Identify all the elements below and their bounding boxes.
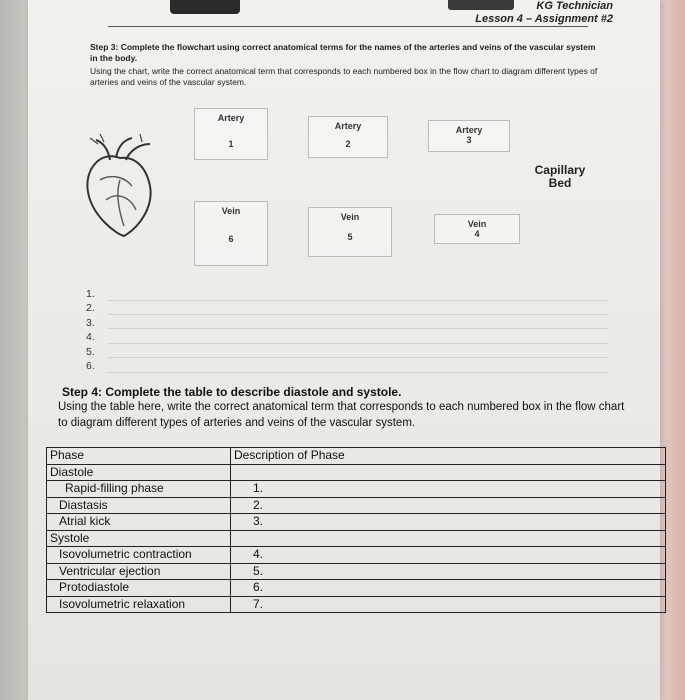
table-row: [47, 497, 666, 514]
table-row: [47, 530, 666, 547]
table-row: [47, 580, 666, 597]
flow-box-vein-4: Vein 4: [434, 214, 520, 244]
capillary-bed-label: Capillary Bed: [534, 163, 586, 190]
step4-title: Step 4: Complete the table to describe diastole and systole.: [62, 385, 402, 399]
answer-list: [86, 287, 95, 373]
phase-cell: Atrial kick: [47, 514, 231, 531]
description-cell[interactable]: 2.: [231, 497, 666, 514]
phase-cell: Diastasis: [47, 497, 231, 514]
answer-rule: [108, 343, 608, 344]
table-row: [47, 464, 666, 481]
answer-item: 1.: [86, 288, 95, 300]
answer-item: 3.: [86, 316, 95, 329]
phase-cell: Isovolumetric relaxation: [47, 596, 231, 613]
flow-box-artery-2: Artery 2: [308, 116, 388, 158]
answer-rule: [108, 328, 608, 329]
table-row: [47, 514, 666, 531]
step3-title: Step 3: Complete the flowchart using correct anatomical terms for the names of the arteries and veins of the vascular system in the body.: [90, 42, 596, 63]
phase-cell: Protodiastole: [47, 580, 231, 597]
step4-instructions: Using the table here, write the correct anatomical term that corresponds to each numbered box in the flow chart to diagram different types of arteries and veins of the vascular system.: [58, 401, 625, 429]
table-row: [47, 596, 666, 613]
header-rule: [108, 26, 588, 27]
description-cell[interactable]: 6.: [231, 580, 666, 597]
phase-table: [46, 447, 666, 613]
answer-rule: [108, 372, 608, 373]
description-cell[interactable]: 3.: [231, 514, 666, 531]
flow-box-vein-6: Vein 6: [194, 201, 268, 266]
answer-item: 6.: [86, 360, 95, 373]
step3-instructions: Using the chart, write the correct anatomical term that corresponds to each numbered box in the flow chart to diagram different types of arteries and veins of the vascular system.: [90, 66, 598, 87]
answer-rule: [108, 314, 608, 315]
phase-cell: Systole: [47, 530, 231, 547]
phase-cell: Ventricular ejection: [47, 563, 231, 580]
description-cell[interactable]: 7.: [231, 596, 666, 613]
table-row: [47, 563, 666, 580]
answer-rule: [108, 357, 608, 358]
heart-illustration: [80, 130, 160, 240]
answer-rule: [108, 300, 608, 301]
course-title: KG Technician: [536, 0, 613, 12]
flow-box-artery-3: Artery 3: [428, 120, 510, 152]
answer-item: 2.: [86, 302, 95, 315]
table-row: [47, 481, 666, 498]
description-cell[interactable]: 5.: [231, 563, 666, 580]
table-row: [47, 547, 666, 564]
clipboard-clip: [170, 0, 240, 14]
table-header-row: [47, 448, 666, 465]
flow-box-artery-1: Artery 1: [194, 108, 268, 160]
phase-cell: Diastole: [47, 464, 231, 481]
answer-item: 4.: [86, 331, 95, 344]
header-phase: Phase: [47, 448, 231, 465]
phase-cell: Isovolumetric contraction: [47, 547, 231, 564]
phase-cell: Rapid-filling phase: [47, 481, 231, 498]
header-description: Description of Phase: [231, 448, 666, 465]
description-cell[interactable]: [231, 464, 666, 481]
description-cell[interactable]: [231, 530, 666, 547]
flow-box-vein-5: Vein 5: [308, 207, 392, 257]
description-cell[interactable]: 4.: [231, 547, 666, 564]
clipboard-clip-right: [448, 0, 514, 10]
lesson-title: Lesson 4 – Assignment #2: [475, 13, 613, 25]
answer-item: 5.: [86, 345, 95, 358]
description-cell[interactable]: 1.: [231, 481, 666, 498]
